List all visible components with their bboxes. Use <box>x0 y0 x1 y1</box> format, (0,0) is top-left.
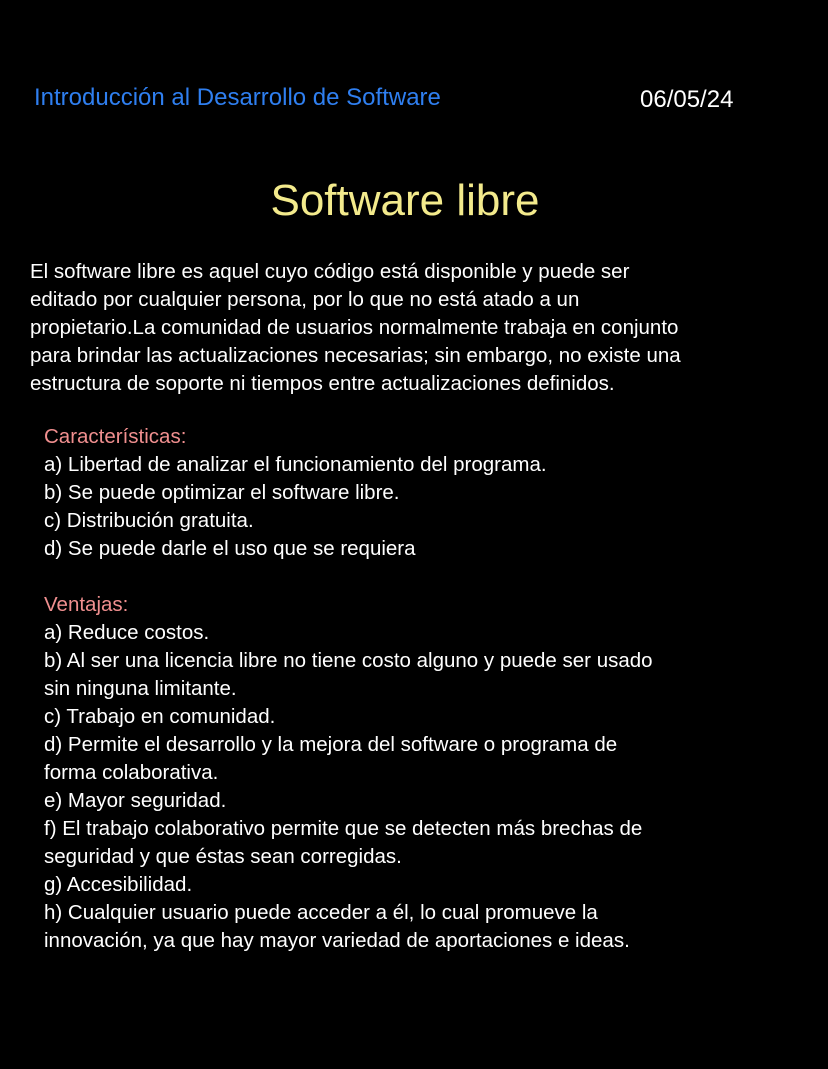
list-item: f) El trabajo colaborativo permite que se detecten más brechas de <box>44 817 643 840</box>
intro-line: estructura de soporte ni tiempos entre actualizaciones definidos. <box>30 372 615 395</box>
list-item: a) Libertad de analizar el funcionamiento del programa. <box>44 453 547 476</box>
list-item: h) Cualquier usuario puede acceder a él, lo cual promueve la <box>44 901 598 924</box>
list-item: forma colaborativa. <box>44 761 219 784</box>
intro-paragraph <box>30 258 820 398</box>
list-item: innovación, ya que hay mayor variedad de aportaciones e ideas. <box>44 929 630 952</box>
page-title: Software libre <box>270 176 540 225</box>
list-item: d) Se puede darle el uso que se requiera <box>44 537 416 560</box>
list-item: d) Permite el desarrollo y la mejora del software o programa de <box>44 733 618 756</box>
list-item: b) Al ser una licencia libre no tiene costo alguno y puede ser usado <box>44 649 653 672</box>
list-item: e) Mayor seguridad. <box>44 789 227 812</box>
caracteristicas-heading: Características: <box>44 425 187 448</box>
ventajas-section <box>44 591 814 955</box>
caracteristicas-section <box>44 423 814 563</box>
list-item: g) Accesibilidad. <box>44 873 193 896</box>
ventajas-heading: Ventajas: <box>44 593 129 616</box>
list-item: c) Distribución gratuita. <box>44 509 254 532</box>
document-date: 06/05/24 <box>640 86 734 113</box>
list-item: b) Se puede optimizar el software libre. <box>44 481 400 504</box>
course-name: Introducción al Desarrollo de Software <box>34 84 441 111</box>
list-item: seguridad y que éstas sean corregidas. <box>44 845 402 868</box>
intro-line: para brindar las actualizaciones necesarias; sin embargo, no existe una <box>30 344 681 367</box>
list-item: c) Trabajo en comunidad. <box>44 705 276 728</box>
list-item: sin ninguna limitante. <box>44 677 237 700</box>
intro-line: editado por cualquier persona, por lo que no está atado a un <box>30 288 580 311</box>
intro-line: propietario.La comunidad de usuarios normalmente trabaja en conjunto <box>30 316 679 339</box>
intro-line: El software libre es aquel cuyo código está disponible y puede ser <box>30 260 630 283</box>
list-item: a) Reduce costos. <box>44 621 210 644</box>
